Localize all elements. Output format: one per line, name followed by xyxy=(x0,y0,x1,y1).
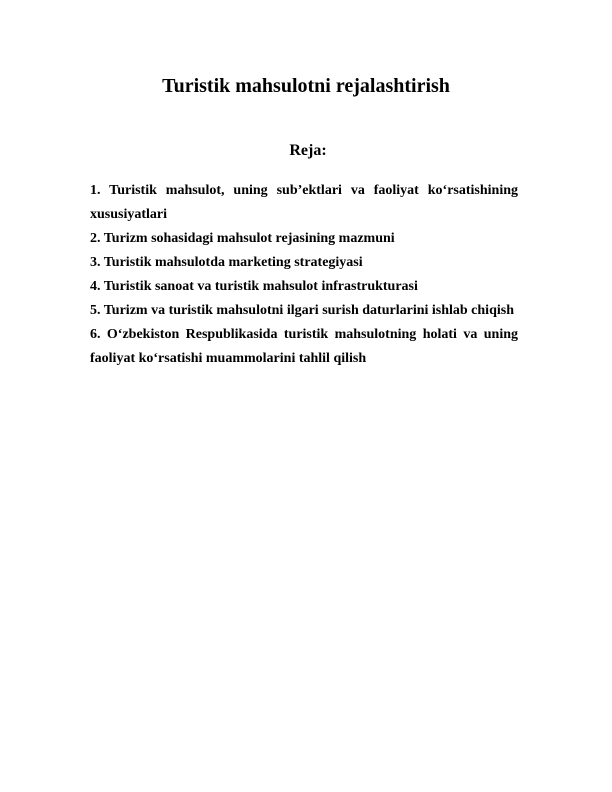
plan-item-5: 5. Turizm va turistik mahsulotni ilgari surish daturlarini ishlab chiqish xyxy=(90,303,514,318)
plan-item-2: 2. Turizm sohasidagi mahsulot rejasining mazmuni xyxy=(90,231,395,246)
plan-item-1: 1. Turistik mahsulot, uning sub’ektlari va faoliyat ko‘rsatishining xususiyatlari xyxy=(90,183,518,222)
plan-item-3: 3. Turistik mahsulotda marketing strategiyasi xyxy=(90,255,363,270)
plan-heading: Reja: xyxy=(289,142,327,159)
plan-item-4: 4. Turistik sanoat va turistik mahsulot infrastrukturasi xyxy=(90,279,418,294)
document-title: Turistik mahsulotni rejalashtirish xyxy=(162,75,450,97)
plan-list xyxy=(90,179,518,371)
plan-item-6: 6. O‘zbekiston Respublikasida turistik mahsulotning holati va uning faoliyat ko‘rsatishi muammolarini tahlil qilish xyxy=(90,327,518,366)
